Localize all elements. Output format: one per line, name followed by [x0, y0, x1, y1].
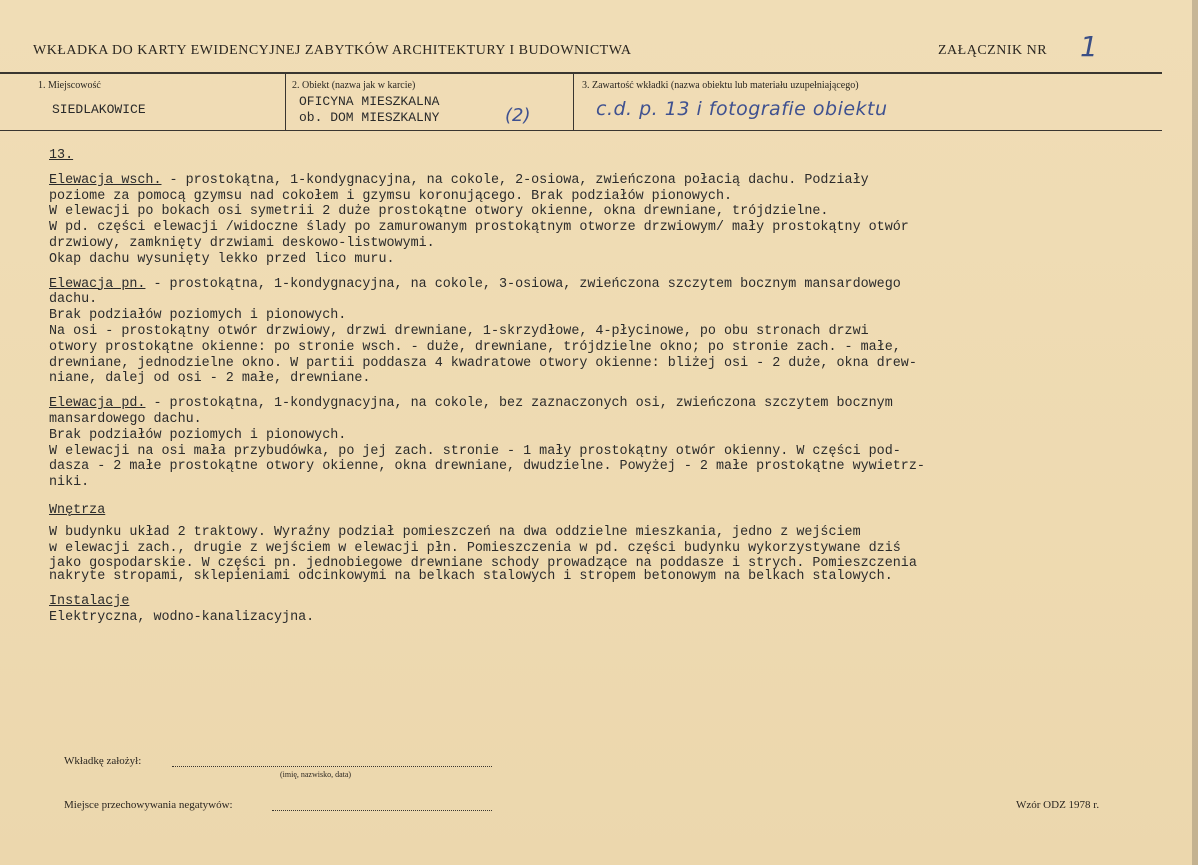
prepared-line — [172, 766, 492, 767]
locality-label: 1. Miejscowość — [38, 80, 101, 91]
east-line-5: Okap dachu wysunięty lekko przed lico muru. — [49, 251, 395, 267]
south-line-5: niki. — [49, 475, 90, 491]
form-id: Wzór ODZ 1978 r. — [1016, 799, 1100, 811]
east-line-2: W elewacji po bokach osi symetrii 2 duże prostokątne otwory okienne, okna drewniane, trójdzielne. — [49, 204, 829, 220]
negatives-line — [272, 810, 492, 811]
description-body — [49, 148, 1169, 626]
south-text-0: - prostokątna, 1-kondygnacyjna, na cokole, bez zaznaczonych osi, zwieńczona szczytem bocznym — [145, 396, 893, 412]
card-title: WKŁADKA DO KARTY EWIDENCYJNEJ ZABYTKÓW ARCHITEKTURY I BUDOWNICTWA — [33, 43, 632, 58]
interior-line-1: w elewacji zach., drugie z wejściem w elewacji płn. Pomieszczenia w pd. części budynku wykorzystywane dziś — [49, 540, 901, 556]
north-heading: Elewacja pn. — [49, 276, 146, 292]
south-line-2: Brak podziałów poziomych i pionowych. — [49, 427, 347, 443]
interior-line-0: W budynku układ 2 traktowy. Wyraźny podział pomieszczeń na dwa oddzielne mieszkania, jedno z wejściem — [49, 524, 861, 540]
north-line-1: dachu. — [49, 292, 98, 308]
north-line-2: Brak podziałów poziomych i pionowych. — [49, 308, 347, 324]
interior-heading: Wnętrza — [49, 502, 106, 518]
negatives-label: Miejsce przechowywania negatywów: — [64, 799, 233, 811]
top-rule — [0, 72, 1162, 74]
object-value-line2: ob. DOM MIESZKALNY — [299, 110, 440, 125]
north-line-3: Na osi - prostokątny otwór drzwiowy, drzwi drewniane, 1-skrzydłowe, 4-płycinowe, po obu stronach drzwi — [49, 323, 869, 339]
east-line-3: W pd. części elewacji /widoczne ślady po zamurowanym prostokątnym otworze drzwiowym/ mały prostokątny otwór — [49, 220, 909, 236]
south-line-1: mansardowego dachu. — [49, 411, 202, 427]
fields-bottom-rule — [0, 130, 1162, 131]
content-label: 3. Zawartość wkładki (nazwa obiektu lub materiału uzupełniającego) — [582, 80, 859, 91]
interior-line-3: nakryte stropami, sklepieniami odcinkowymi na belkach stalowych i stropem betonowym na belkach stalowych. — [49, 569, 893, 585]
north-text-0: - prostokątna, 1-kondygnacyjna, na cokole, 3-osiowa, zwieńczona szczytem bocznym mansardowego — [145, 276, 901, 292]
object-handwritten-number: (2) — [505, 105, 531, 126]
annex-number: 1 — [1080, 30, 1098, 63]
locality-value: SIEDLAKOWICE — [52, 102, 146, 117]
east-heading: Elewacja wsch. — [49, 172, 162, 188]
section-number: 13. — [49, 148, 74, 163]
north-line-4: otwory prostokątne okienne: po stronie wsch. - duże, drewniane, trójdzielne okno; po stronie zach. - małe, — [49, 339, 901, 355]
prepared-sublabel: (imię, nazwisko, data) — [280, 770, 352, 779]
south-line-3: W elewacji na osi mała przybudówka, po jej zach. stronie - 1 mały prostokątny otwór okienny. W części pod- — [49, 443, 901, 459]
object-label: 2. Obiekt (nazwa jak w karcie) — [292, 80, 416, 91]
field-divider-2 — [573, 74, 574, 130]
east-line-0 — [49, 173, 1169, 189]
field-divider-1 — [285, 74, 286, 130]
object-value-line1: OFICYNA MIESZKALNA — [299, 94, 440, 109]
south-heading: Elewacja pd. — [49, 396, 146, 412]
east-text-0: - prostokątna, 1-kondygnacyjna, na cokole, 2-osiowa, zwieńczona połacią dachu. Podziały — [161, 172, 869, 188]
south-line-4: dasza - 2 małe prostokątne otwory okienne, okna drewniane, dwudzielne. Powyżej - 2 małe prostokątne wywietrz- — [49, 459, 925, 475]
installations-line-0: Elektryczna, wodno-kanalizacyjna. — [49, 609, 315, 625]
north-line-6: niane, dalej od osi - 2 małe, drewniane. — [49, 371, 371, 387]
content-handwritten: c.d. p. 13 i fotografie obiektu — [596, 98, 888, 120]
east-line-4: drzwiowy, zamknięty drzwiami deskowo-listwowymi. — [49, 235, 435, 251]
south-line-0 — [49, 396, 1169, 412]
right-edge — [1192, 0, 1198, 865]
east-line-1: poziome za pomocą gzymsu nad cokołem i gzymsu koronującego. Brak podziałów pionowych. — [49, 188, 733, 204]
north-line-0 — [49, 277, 1169, 293]
north-line-5: drewniane, jednodzielne okno. W partii poddasza 4 kwadratowe otwory okienne: bliżej osi - 2 duże, okna drew- — [49, 355, 917, 371]
installations-heading: Instalacje — [49, 593, 130, 609]
prepared-label: Wkładkę założył: — [64, 755, 142, 767]
interior-line-2: jako gospodarskie. W części pn. jednobiegowe drewniane schody prowadzące na poddasze i strych. Pomieszczenia — [49, 556, 917, 572]
annex-label: ZAŁĄCZNIK NR — [938, 43, 1048, 58]
